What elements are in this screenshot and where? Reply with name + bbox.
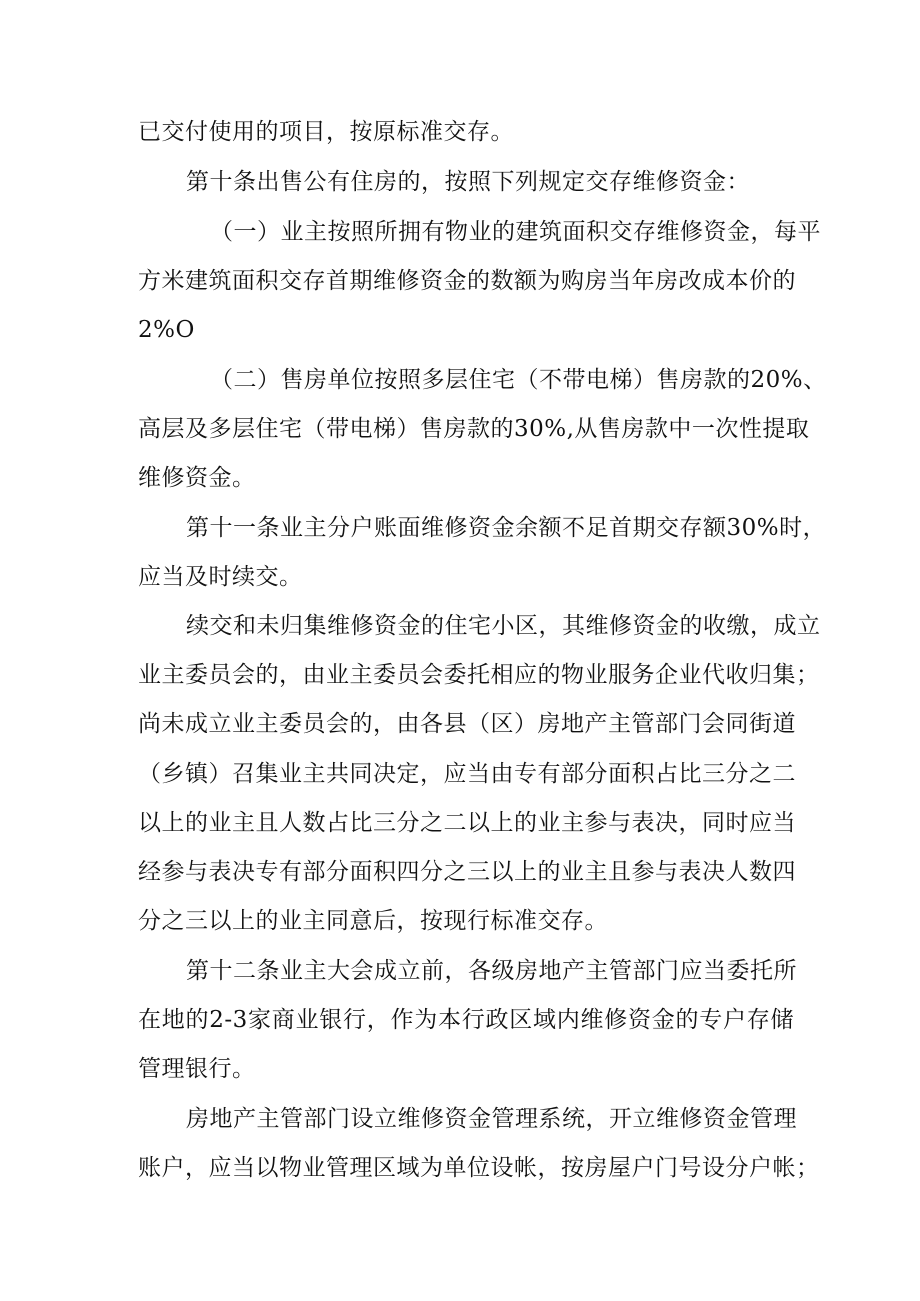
text-line: 尚未成立业主委员会的，由各县（区）房地产主管部门会同街道 [138, 711, 796, 737]
text-line: 账户，应当以物业管理区域为单位设帐，按房屋户门号设分户帐； [138, 1155, 820, 1181]
text-line: 第十二条业主大会成立前，各级房地产主管部门应当委托所 [186, 958, 797, 984]
text-line: （二）售房单位按照多层住宅（不带电梯）售房款的20%、 [210, 367, 827, 393]
text-line: 第十条出售公有住房的，按照下列规定交存维修资金： [186, 169, 750, 195]
text-line: 维修资金。 [138, 465, 256, 491]
text-line: 房地产主管部门设立维修资金管理系统，开立维修资金管理 [186, 1106, 797, 1132]
text-line: （乡镇）召集业主共同决定，应当由专有部分面积占比三分之二 [138, 761, 796, 787]
text-line: 2%O [138, 317, 195, 343]
text-line: 在地的2-3家商业银行，作为本行政区域内维修资金的专户存储 [138, 1007, 794, 1033]
text-line: 以上的业主且人数占比三分之二以上的业主参与表决，同时应当 [138, 810, 796, 836]
text-line: 已交付使用的项目，按原标准交存。 [138, 119, 514, 145]
text-line: 分之三以上的业主同意后，按现行标准交存。 [138, 908, 608, 934]
text-line: 管理银行。 [138, 1056, 256, 1082]
text-line: 第十一条业主分户账面维修资金余额不足首期交存额30%时， [186, 515, 827, 541]
text-line: 方米建筑面积交存首期维修资金的数额为购房当年房改成本价的 [138, 268, 796, 294]
text-line: 业主委员会的，由业主委员会委托相应的物业服务企业代收归集； [138, 662, 820, 688]
text-line: 经参与表决专有部分面积四分之三以上的业主且参与表决人数四 [138, 859, 796, 885]
text-line: 应当及时续交。 [138, 564, 303, 590]
text-line: 高层及多层住宅（带电梯）售房款的30%,从售房款中一次性提取 [138, 416, 810, 442]
text-line: （一）业主按照所拥有物业的建筑面积交存维修资金，每平 [210, 219, 821, 245]
text-line: 续交和未归集维修资金的住宅小区，其维修资金的收缴，成立 [186, 613, 821, 639]
